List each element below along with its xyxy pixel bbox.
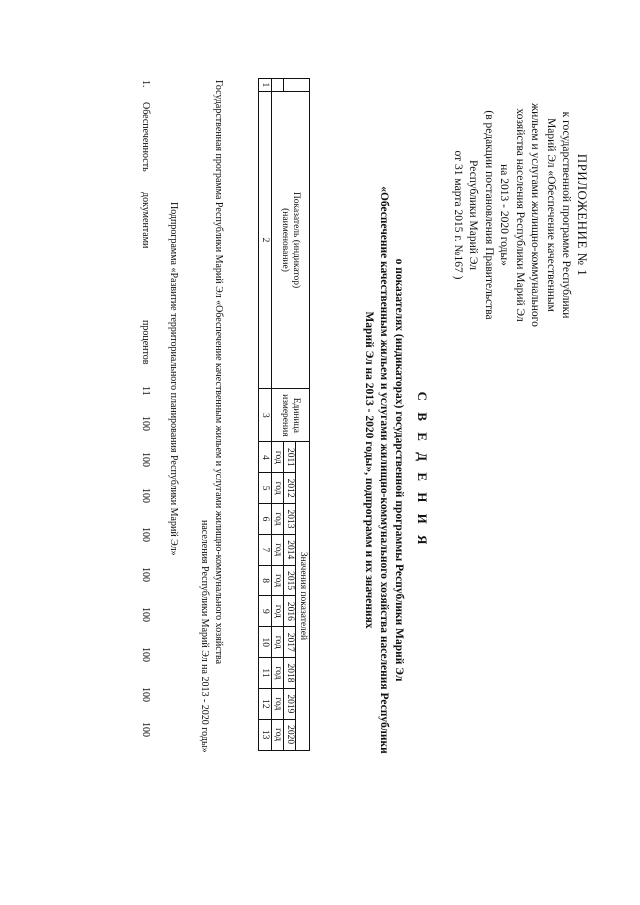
unit-sublabel: измерения [280,394,291,437]
year-unit: год [272,688,284,719]
heading-line: «Обеспечение качественным жильем и услугами жилищно-коммунального хозяйства населения Республики [378,186,390,754]
num-header-empty [272,79,284,92]
table-row [138,80,152,900]
appendix-block [450,75,591,355]
column-number: 3 [259,389,272,442]
column-number: 11 [259,658,272,689]
appendix-line: жильем и услугами жилищно-коммунального [529,103,542,327]
year-header-2016: 2016 [284,596,296,627]
column-number: 12 [259,688,272,719]
column-number: 5 [259,473,272,504]
appendix-line: от 31 марта 2015 г. №167 ) [452,150,464,280]
year-unit: год [272,627,284,658]
table-margin [259,750,272,833]
unit-label: Единица [291,397,302,433]
year-unit: год [272,596,284,627]
appendix-line: к государственной программе Республики [560,111,573,319]
appendix-line: (в редакции постановления Правительства [483,110,495,320]
document-title: С В Е Д Е Н И Я [415,391,430,549]
row-value-2018: 100 [140,647,151,662]
indicator-name-label: Показатель (индикатор) [291,191,302,289]
row-value-2014: 100 [140,488,151,503]
row-value-2013: 100 [140,452,151,467]
year-header-2020: 2020 [284,719,296,750]
document-heading [361,150,430,790]
indicators-table [258,78,310,833]
year-header-2017: 2017 [284,627,296,658]
year-unit: год [272,658,284,689]
row-number: 1. [140,80,151,88]
year-header-2015: 2015 [284,565,296,596]
column-number: 4 [259,442,272,473]
column-number: 8 [259,565,272,596]
program-title-line2: населения Республики Марий Эл на 2013 - 2020 годы» [199,520,210,753]
year-header-2012: 2012 [284,473,296,504]
year-unit: год [272,473,284,504]
column-number: 9 [259,596,272,627]
row-value-2011: 11 [140,386,151,396]
num-header-cell [284,79,310,92]
row-value-2015: 100 [140,527,151,542]
row-indicator-name-cont: документами [140,192,151,249]
row-value-2012: 100 [140,416,151,431]
appendix-line: Марий Эл «Обеспечение качественным [545,118,557,312]
column-number: 2 [259,91,272,389]
row-value-2016: 100 [140,567,151,582]
row-indicator-name: Обеспеченность [140,102,151,172]
row-value-2020: 100 [140,722,151,737]
year-header-2011: 2011 [284,442,296,473]
year-header-2019: 2019 [284,688,296,719]
appendix-line: хозяйства населения Республики Марий Эл [514,108,526,322]
heading-line: о показателях (индикаторах) государственной программы Республики Марий Эл [393,258,405,682]
appendix-line: Республики Марий Эл [467,159,480,270]
row-value-2017: 100 [140,607,151,622]
column-number: 10 [259,627,272,658]
year-unit: год [272,442,284,473]
column-number: 13 [259,719,272,750]
column-number: 1 [259,79,272,92]
program-title-line1: Государственная программа Республики Марий Эл «Обеспечение качественным жильем и услугами жилищно-коммунального хозяйства [213,80,224,665]
year-unit: год [272,565,284,596]
year-unit: год [272,504,284,535]
indicator-name-sublabel: (наименование) [280,208,291,272]
year-unit: год [272,719,284,750]
subprogram-title: Подпрограмма «Развитие территориального планирования Республики Марий Эл» [168,202,179,556]
year-header-2013: 2013 [284,504,296,535]
indicator-name-header [272,91,310,389]
table-margin [272,750,310,833]
column-number-row [259,79,272,834]
column-number: 7 [259,534,272,565]
year-header-2014: 2014 [284,534,296,565]
column-number: 6 [259,504,272,535]
year-unit: год [272,534,284,565]
appendix-line: на 2013 - 2020 годы» [498,164,511,266]
appendix-number: ПРИЛОЖЕНИЕ № 1 [575,153,590,277]
year-header-2018: 2018 [284,658,296,689]
unit-header [272,389,310,442]
row-value-2019: 100 [140,687,151,702]
row-unit: процентов [140,320,151,365]
values-group-header: Значения показателей [296,442,310,750]
heading-line: Марий Эл на 2013 - 2020 годы», подпрограмм и их значениях [363,311,375,629]
